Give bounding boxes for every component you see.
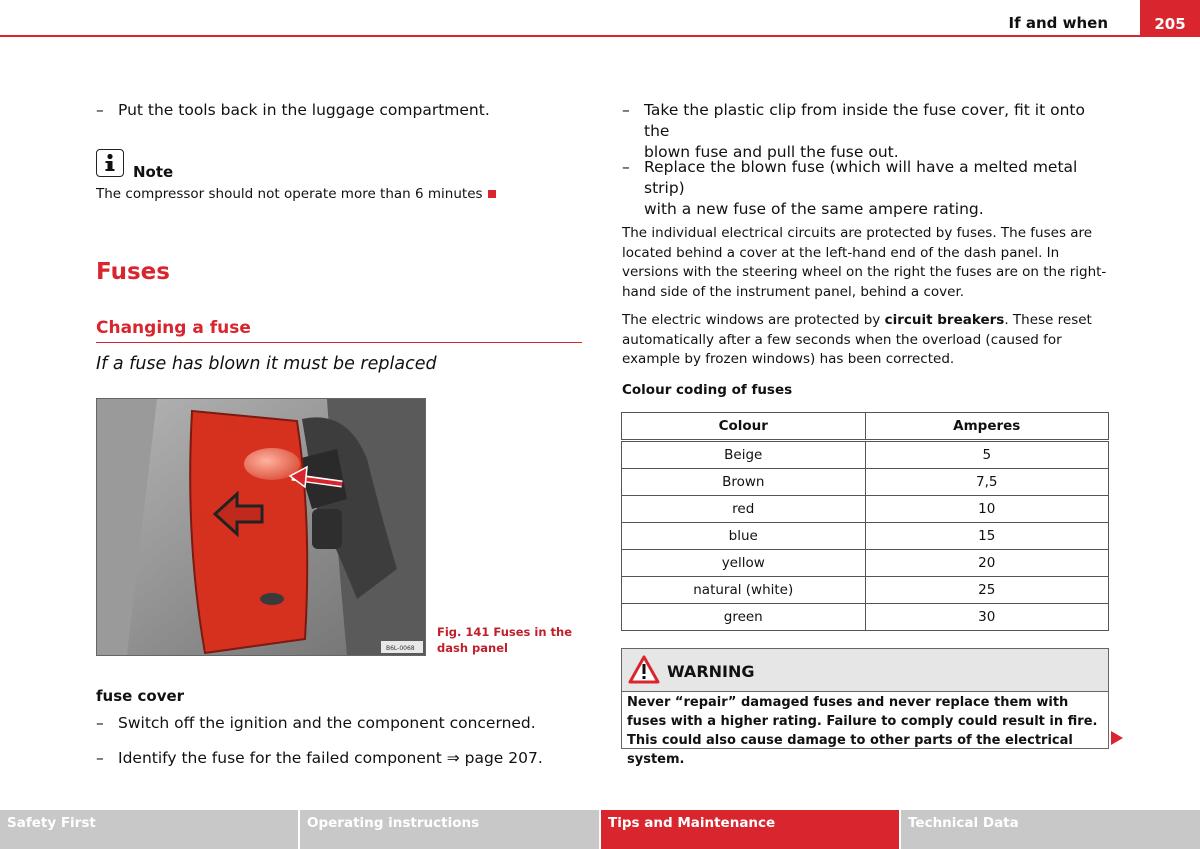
step-text: Switch off the ignition and the component concerned.	[118, 714, 536, 732]
step-text: Take the plastic clip from inside the fuse cover, fit it onto the blown fuse and pull the fuse out.	[644, 101, 1085, 161]
table-cell: green	[622, 604, 866, 631]
table-row	[622, 441, 1109, 469]
table-row	[622, 469, 1109, 496]
column-header-amperes: Amperes	[865, 413, 1109, 441]
table-heading: Colour coding of fuses	[622, 382, 793, 398]
warning-triangle-icon	[628, 655, 660, 684]
figure-stamp: B6L-0068	[386, 645, 415, 652]
warning-header	[622, 649, 1108, 692]
table-row	[622, 604, 1109, 631]
table-cell: 25	[865, 577, 1109, 604]
table-row	[622, 550, 1109, 577]
table-cell: 5	[865, 441, 1109, 469]
footer-tab-operating-instructions[interactable]: Operating instructions	[300, 810, 599, 849]
note-label: Note	[133, 163, 174, 181]
dash-bullet: –	[96, 749, 104, 767]
table-cell: 30	[865, 604, 1109, 631]
circuit-breaker-paragraph: The electric windows are protected by circuit breakers. These reset automatically after a few seconds when the overload (caused for example by frozen windows) has been corrected.	[622, 312, 1092, 367]
table-cell: Beige	[622, 441, 866, 469]
warning-label: WARNING	[667, 662, 755, 681]
footer-tab-tips-and-maintenance[interactable]: Tips and Maintenance	[601, 810, 899, 849]
table-cell: 15	[865, 523, 1109, 550]
continue-arrow-icon	[1111, 731, 1123, 745]
table-header-row	[622, 413, 1109, 441]
dash-bullet: –	[96, 714, 104, 732]
note-text: The compressor should not operate more than 6 minutes	[96, 186, 496, 202]
dash-bullet: –	[96, 101, 104, 119]
table-row	[622, 496, 1109, 523]
end-mark-icon	[488, 190, 496, 198]
footer-tab-safety-first[interactable]: Safety First	[0, 810, 298, 849]
table-cell: 10	[865, 496, 1109, 523]
fuse-colour-table	[621, 412, 1109, 631]
page-number: 205	[1140, 0, 1200, 37]
step-text: Replace the blown fuse (which will have a melted metal strip) with a new fuse of the same ampere rating.	[644, 158, 1078, 218]
subheading-changing-fuse: Changing a fuse	[96, 318, 251, 338]
heading-fuses: Fuses	[96, 259, 170, 285]
warning-text: Never “repair” damaged fuses and never replace them with fuses with a higher rating. Failure to comply could result in fire. This could also cause damage to other parts of the electrical system.	[627, 695, 1098, 767]
header-rule	[0, 35, 1200, 37]
section-title: If and when	[1008, 14, 1108, 32]
table-cell: Brown	[622, 469, 866, 496]
table-cell: 7,5	[865, 469, 1109, 496]
dash-bullet: –	[622, 101, 630, 119]
footer-tab-technical-data[interactable]: Technical Data	[901, 810, 1200, 849]
warning-box	[621, 648, 1109, 767]
intro-line: If a fuse has blown it must be replaced	[96, 354, 437, 374]
table-cell: 20	[865, 550, 1109, 577]
fuse-cover-label: fuse cover	[96, 687, 185, 705]
figure-caption: Fig. 141 Fuses in the dash panel	[437, 625, 572, 655]
info-icon	[96, 149, 124, 177]
subheading-rule	[96, 342, 582, 343]
step-replace-fuse	[622, 157, 1112, 218]
step-text: Put the tools back in the luggage compartment.	[118, 101, 490, 119]
table-cell: red	[622, 496, 866, 523]
fuse-cover-illustration	[96, 398, 426, 656]
table-cell: natural (white)	[622, 577, 866, 604]
table-row	[622, 523, 1109, 550]
column-header-colour: Colour	[622, 413, 866, 441]
fuse-location-paragraph: The individual electrical circuits are protected by fuses. The fuses are located behind a cover at the left-hand end of the dash panel. In versions with the steering wheel on the right the fuses are on the right-hand side of the instrument panel, behind a cover.	[622, 225, 1107, 300]
dash-bullet: –	[622, 158, 630, 176]
step-take-clip	[622, 100, 1112, 161]
table-row	[622, 577, 1109, 604]
step-text: Identify the fuse for the failed component ⇒ page 207.	[118, 749, 543, 767]
table-cell: yellow	[622, 550, 866, 577]
table-cell: blue	[622, 523, 866, 550]
